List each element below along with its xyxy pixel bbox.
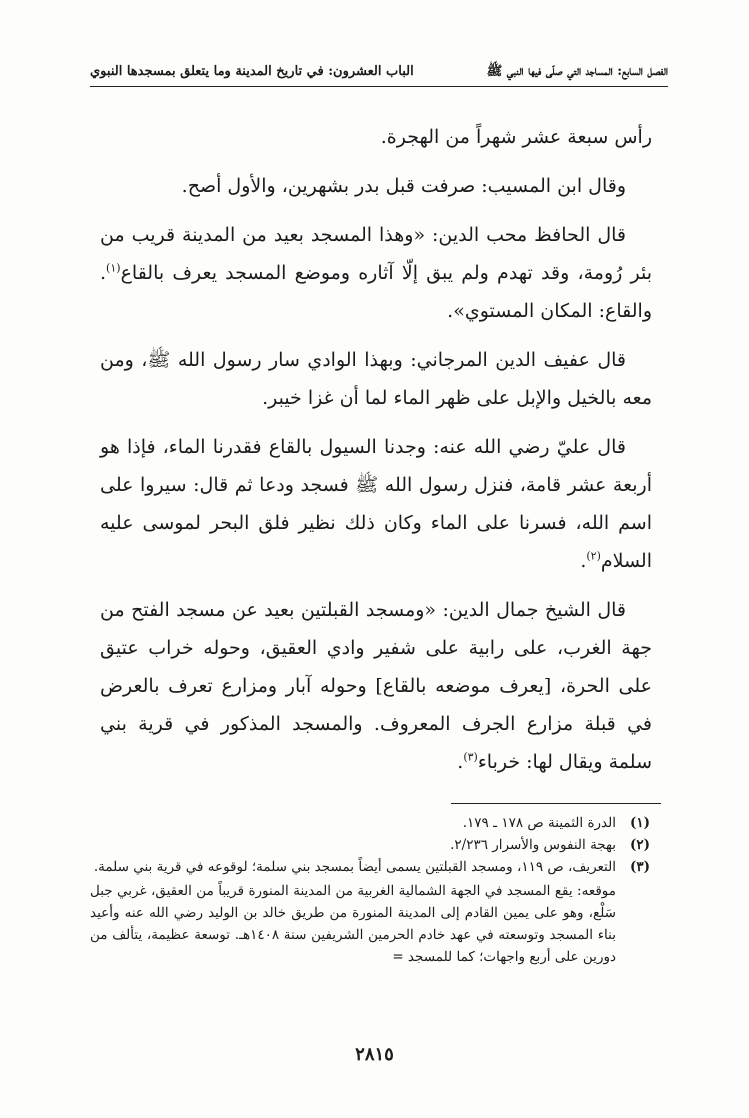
paragraph-6 [100,591,652,781]
header-section-title: الباب العشرون: في تاريخ المدينة وما يتعلق بمسجدها النبوي [90,64,414,79]
paragraph-4 [100,341,652,417]
footnote-1-number: (١) [629,815,650,831]
paragraph-5-text-end: . [580,550,587,572]
footnote-1 [90,812,650,834]
paragraph-1-text: رأس سبعة عشر شهراً من الهجرة. [380,126,652,148]
paragraph-3-text-end: . والقاع: المكان المستوي». [100,262,652,322]
footnote-3 [90,856,650,878]
main-text [100,118,652,792]
footnote-2-number: (٢) [629,837,650,853]
footnote-separator [451,803,661,804]
footnotes [90,812,650,968]
paragraph-6-text-end: . [457,751,464,773]
paragraph-6-text: قال الشيخ جمال الدين: «ومسجد القبلتين بعيد عن مسجد الفتح من جهة الغرب، على رابية على شفير وادي العقيق، وحوله خراب عتيق على الحرة، [يعرف موضعه بالقاع] وحوله آبار ومزارع تعرف بالعرض في قبلة مزارع الجرف المعروف. والمسجد المذكور في قرية بني سلمة ويقال لها: خرباء [100,599,652,773]
footnote-3-text: التعريف، ص ١١٩، ومسجد القبلتين يسمى أيضاً بمسجد بني سلمة؛ لوقوعه في قرية بني سلمة. [93,859,616,875]
running-header [90,58,668,87]
footnote-2-text: بهجة النفوس والأسرار ٢/٢٣٦. [450,837,616,853]
page-number: ٢٨١٥ [355,1044,394,1065]
footnote-2 [90,834,650,856]
paragraph-2 [100,167,652,205]
paragraph-2-text: وقال ابن المسيب: صرفت قبل بدر بشهرين، والأول أصح. [181,175,626,197]
paragraph-5 [100,428,652,580]
footnote-ref-2[interactable]: (٢) [586,549,601,563]
footnote-ref-1[interactable]: (١) [106,261,121,275]
paragraph-3 [100,216,652,330]
footnote-3-continuation: موقعه: يقع المسجد في الجهة الشمالية الغربية من المدينة المنورة قريباً من العقيق، غربي جبل سَلْع، وهو على يمين القادم إلى المدينة المنورة من طريق خالد بن الوليد رضي الله عنه وأعيد بناء المسجد وتوسعته في عهد خادم الحرمين الشريفين سنة ١٤٠٨هـ. توسعة عظيمة، يتألف من دورين على أربع واجهات؛ كما للمسجد = [90,883,616,965]
paragraph-3-text: قال الحافظ محب الدين: «وهذا المسجد بعيد من المدينة قريب من بئر رُومة، وقد تهدم ولم يبق إلّا آثاره وموضع المسجد يعرف بالقاع [100,224,652,284]
paragraph-1 [100,118,652,156]
header-chapter-title: الفصل السابع: المساجد التي صلّى فيها النبي ﷺ [486,64,668,79]
paragraph-4-text: قال عفيف الدين المرجاني: وبهذا الوادي سار رسول الله ﷺ، ومن معه بالخيل والإبل على ظهر الماء لما أن غزا خيبر. [100,349,652,409]
footnote-ref-3[interactable]: (٣) [463,750,478,764]
footnote-1-text: الدرة الثمينة ص ١٧٨ ـ ١٧٩. [462,815,616,831]
footnote-3-number: (٣) [629,859,650,875]
paragraph-5-text: قال عليّ رضي الله عنه: وجدنا السيول بالقاع فقدرنا الماء، فإذا هو أربعة عشر قامة، فنزل رسول الله ﷺ فسجد ودعا ثم قال: سيروا على اسم الله، فسرنا على الماء وكان ذلك نظير فلق البحر لموسى عليه السلام [100,436,652,572]
